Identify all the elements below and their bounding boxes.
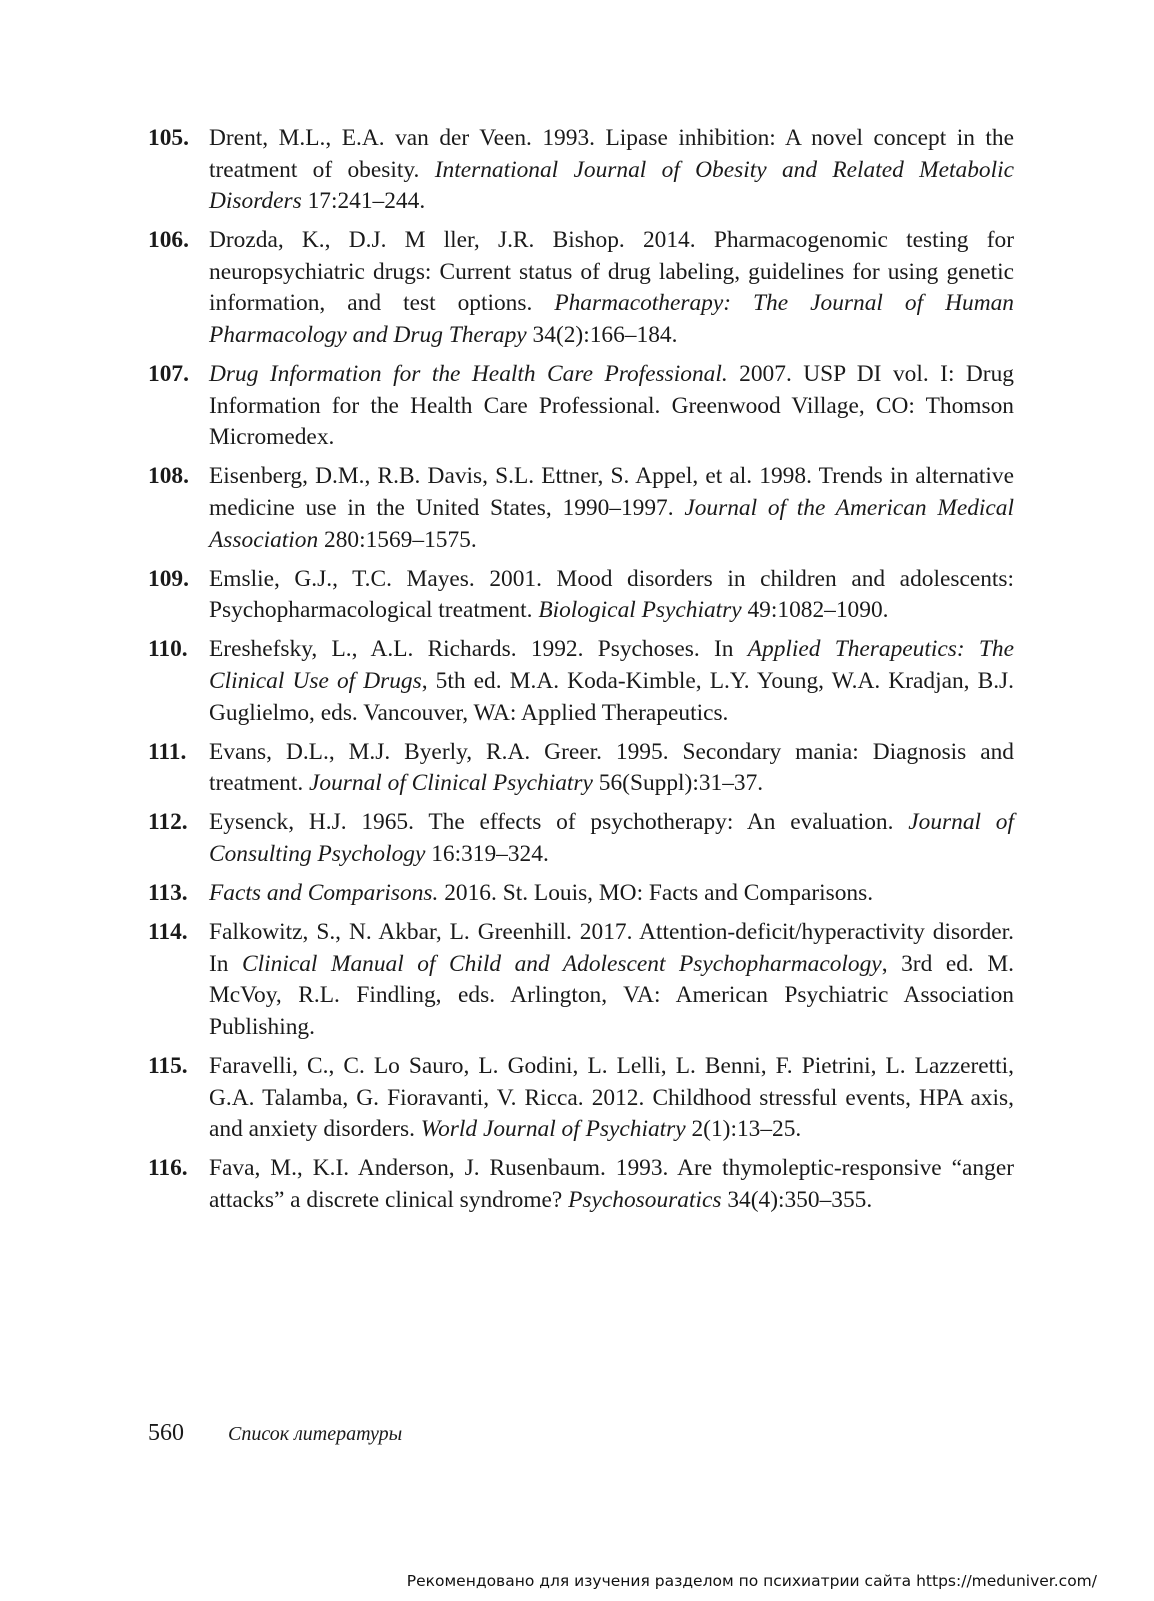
reference-text bbox=[209, 739, 1014, 797]
reference-item bbox=[148, 225, 1014, 351]
reference-item bbox=[148, 807, 1014, 870]
reference-source-title: Journal of Consulting Psychology bbox=[209, 809, 1014, 867]
reference-number: 113. bbox=[148, 880, 188, 907]
reference-item bbox=[148, 878, 1014, 910]
reference-text-segment: , 3rd ed. M. McVoy, R.L. Findling, eds. Arlington, VA: American Psychiatric Association Publishing. bbox=[209, 950, 1014, 1040]
reference-source-title: Biological Psychiatry bbox=[538, 597, 742, 624]
reference-text bbox=[209, 227, 1014, 348]
reference-text bbox=[209, 880, 873, 906]
reference-text-segment: Drent, M.L., E.A. van der Veen. 1993. Lipase inhibition: A novel concept in the treatment of obesity. bbox=[209, 125, 1014, 183]
reference-item bbox=[148, 359, 1014, 454]
reference-text bbox=[209, 361, 1014, 450]
reference-text bbox=[209, 919, 1014, 1040]
reference-text-segment: Drozda, K., D.J. M ller, J.R. Bishop. 2014. Pharmacogenomic testing for neuropsychiatric drugs: Current status of drug labeling, guidelines for using genetic information, and test options. bbox=[209, 227, 1014, 317]
reference-text-segment: Emslie, G.J., T.C. Mayes. 2001. Mood disorders in children and adolescents: Psychopharmacological treatment. bbox=[209, 565, 1014, 624]
reference-number: 109. bbox=[148, 565, 189, 592]
reference-source-title: Clinical Manual of Child and Adolescent Psychopharmacology bbox=[242, 950, 882, 977]
reference-number: 115. bbox=[148, 1053, 188, 1080]
reference-text-segment: , 5th ed. M.A. Koda-Kimble, L.Y. Young, W.A. Kradjan, B.J. Guglielmo, eds. Vancouver, WA: Applied Therapeutics. bbox=[209, 668, 1014, 726]
reference-item bbox=[148, 461, 1014, 556]
reference-text-segment: Evans, D.L., M.J. Byerly, R.A. Greer. 1995. Secondary mania: Diagnosis and treatment. bbox=[209, 738, 1014, 797]
reference-text bbox=[209, 1155, 1014, 1213]
reference-number: 108. bbox=[148, 463, 189, 490]
reference-text-segment: 2007. USP DI vol. I: Drug Information for the Health Care Professional. Greenwood Village, CO: Thomson Micromedex. bbox=[209, 361, 1014, 451]
reference-item bbox=[148, 1153, 1014, 1216]
reference-source-title: Journal of Clinical Psychiatry bbox=[309, 770, 593, 797]
reference-text-segment: Fava, M., K.I. Anderson, J. Rusenbaum. 1993. Are thymoleptic-responsive “anger attacks” a discrete clinical syndrome? bbox=[209, 1155, 1014, 1213]
reference-text-segment: Faravelli, C., C. Lo Sauro, L. Godini, L. Lelli, L. Benni, F. Pietrini, L. Lazzeretti, G.A. Talamba, G. Fioravanti, V. Ricca. 2012. Childhood stressful events, HPA axis, and anxiety disorders. bbox=[209, 1053, 1014, 1143]
reference-text-segment: Falkowitz, S., N. Akbar, L. Greenhill. 2017. Attention-deficit/hyperactivity disorder. In bbox=[209, 919, 1014, 977]
reference-text-segment: 280:1569–1575. bbox=[318, 526, 477, 553]
reference-text bbox=[209, 125, 1014, 214]
reference-number: 107. bbox=[148, 361, 189, 388]
reference-number: 111. bbox=[148, 738, 187, 765]
page-number: 560 bbox=[148, 1420, 184, 1446]
reference-item bbox=[148, 737, 1014, 800]
reference-number: 110. bbox=[148, 636, 188, 663]
reference-text bbox=[209, 463, 1014, 552]
reference-text-segment: 49:1082–1090. bbox=[741, 597, 889, 624]
reference-number: 105. bbox=[148, 125, 189, 151]
reference-item bbox=[148, 917, 1014, 1043]
reference-text bbox=[209, 566, 1014, 624]
reference-source-title: World Journal of Psychiatry bbox=[420, 1116, 686, 1143]
reference-text-segment: 16:319–324. bbox=[425, 840, 549, 867]
reference-text-segment: 17:241–244. bbox=[301, 188, 426, 215]
reference-item bbox=[148, 123, 1014, 218]
reference-source-title: Psychosouratics bbox=[568, 1186, 722, 1213]
running-title: Список литературы bbox=[228, 1423, 403, 1445]
reference-item bbox=[148, 564, 1014, 627]
reference-source-title: Applied Therapeutics: The Clinical Use of Drugs bbox=[209, 636, 1014, 694]
site-watermark: Рекомендовано для изучения разделом по психиатрии сайта https://meduniver.com/ bbox=[406, 1572, 1097, 1590]
reference-number: 112. bbox=[148, 809, 188, 836]
reference-number: 114. bbox=[148, 919, 188, 946]
reference-source-title: Drug Information for the Health Care Professional. bbox=[209, 361, 728, 388]
page-footer bbox=[148, 1418, 402, 1449]
reference-text-segment: 2016. St. Louis, MO: Facts and Comparisons. bbox=[438, 880, 874, 907]
reference-text-segment: Eysenck, H.J. 1965. The effects of psychotherapy: An evaluation. bbox=[209, 809, 909, 836]
reference-list bbox=[148, 123, 1014, 1224]
reference-text-segment: Eisenberg, D.M., R.B. Davis, S.L. Ettner, S. Appel, et al. 1998. Trends in alternative medicine use in the United States, 1990–1997. bbox=[209, 463, 1014, 522]
reference-text bbox=[209, 1053, 1014, 1142]
reference-text-segment: 56(Suppl):31–37. bbox=[592, 770, 764, 797]
reference-text-segment: 34(4):350–355. bbox=[721, 1186, 873, 1213]
reference-source-title: Facts and Comparisons. bbox=[209, 880, 439, 907]
reference-source-title: Journal of the American Medical Association bbox=[209, 495, 1014, 553]
reference-text-segment: 2(1):13–25. bbox=[685, 1116, 802, 1143]
reference-text bbox=[209, 809, 1014, 867]
reference-text-segment: Ereshefsky, L., A.L. Richards. 1992. Psychoses. In bbox=[209, 636, 748, 663]
reference-source-title: Pharmacotherapy: The Journal of Human Pharmacology and Drug Therapy bbox=[209, 290, 1014, 349]
reference-number: 116. bbox=[148, 1155, 188, 1182]
reference-text-segment: 34(2):166–184. bbox=[526, 322, 678, 349]
reference-text bbox=[209, 636, 1014, 725]
reference-number: 106. bbox=[148, 227, 189, 254]
reference-source-title: International Journal of Obesity and Related Metabolic Disorders bbox=[209, 156, 1014, 215]
reference-item bbox=[148, 634, 1014, 729]
reference-item bbox=[148, 1051, 1014, 1146]
